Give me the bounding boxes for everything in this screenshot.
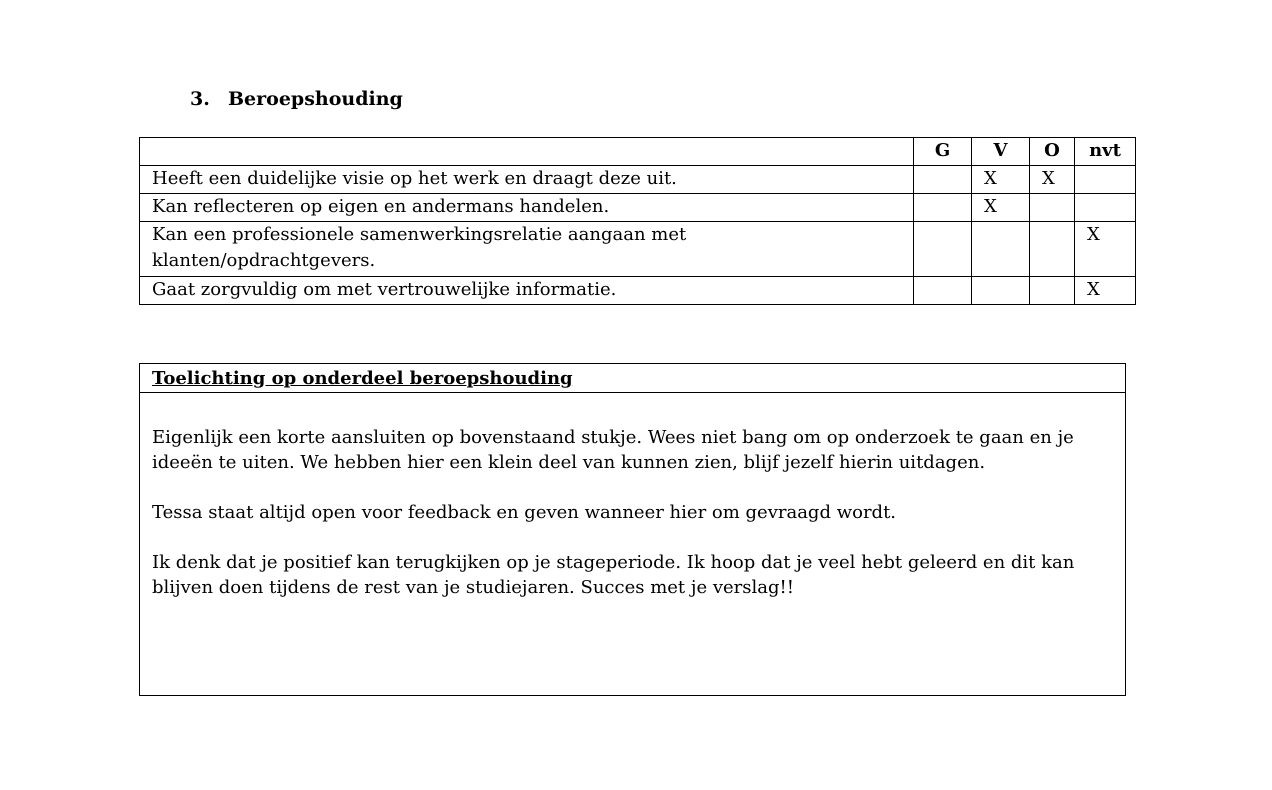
section-number: 3. — [190, 88, 210, 110]
cell-v: X — [972, 166, 1030, 194]
cell-o — [1030, 277, 1075, 305]
table-row — [140, 222, 1136, 277]
section-heading — [190, 86, 403, 112]
section-title: Beroepshouding — [228, 88, 403, 110]
criterion-cell: Gaat zorgvuldig om met vertrouwelijke informatie. — [140, 277, 914, 305]
comment-body — [140, 393, 1125, 600]
table-row — [140, 194, 1136, 222]
cell-v — [972, 277, 1030, 305]
criterion-cell: Kan een professionele samenwerkingsrelatie aangaan met klanten/opdrachtgevers. — [140, 222, 914, 277]
header-o: O — [1030, 138, 1075, 166]
cell-o — [1030, 194, 1075, 222]
header-g: G — [914, 138, 972, 166]
cell-o — [1030, 222, 1075, 277]
cell-g — [914, 222, 972, 277]
cell-v — [972, 222, 1030, 277]
comment-paragraph: Eigenlijk een korte aansluiten op bovenstaand stukje. Wees niet bang om op onderzoek te gaan en je ideeën te uiten. We hebben hier een klein deel van kunnen zien, blijf jezelf hierin uitdagen. — [152, 427, 1074, 473]
cell-nvt: X — [1075, 277, 1136, 305]
cell-nvt: X — [1075, 222, 1136, 277]
cell-nvt — [1075, 166, 1136, 194]
cell-g — [914, 277, 972, 305]
criterion-cell: Heeft een duidelijke visie op het werk en draagt deze uit. — [140, 166, 914, 194]
comment-paragraph: Ik denk dat je positief kan terugkijken op je stageperiode. Ik hoop dat je veel hebt geleerd en dit kan blijven doen tijdens de rest van je studiejaren. Succes met je verslag!! — [152, 552, 1075, 598]
cell-g — [914, 194, 972, 222]
table-row — [140, 277, 1136, 305]
header-nvt: nvt — [1075, 138, 1136, 166]
header-v: V — [972, 138, 1030, 166]
comment-box — [139, 363, 1126, 696]
rating-table — [139, 137, 1136, 305]
cell-v: X — [972, 194, 1030, 222]
comment-paragraph: Tessa staat altijd open voor feedback en geven wanneer hier om gevraagd wordt. — [152, 502, 897, 523]
header-criterion — [140, 138, 914, 166]
table-row — [140, 166, 1136, 194]
table-header-row — [140, 138, 1136, 166]
cell-nvt — [1075, 194, 1136, 222]
comment-title: Toelichting op onderdeel beroepshouding — [140, 364, 1125, 393]
criterion-cell: Kan reflecteren op eigen en andermans handelen. — [140, 194, 914, 222]
cell-o: X — [1030, 166, 1075, 194]
cell-g — [914, 166, 972, 194]
